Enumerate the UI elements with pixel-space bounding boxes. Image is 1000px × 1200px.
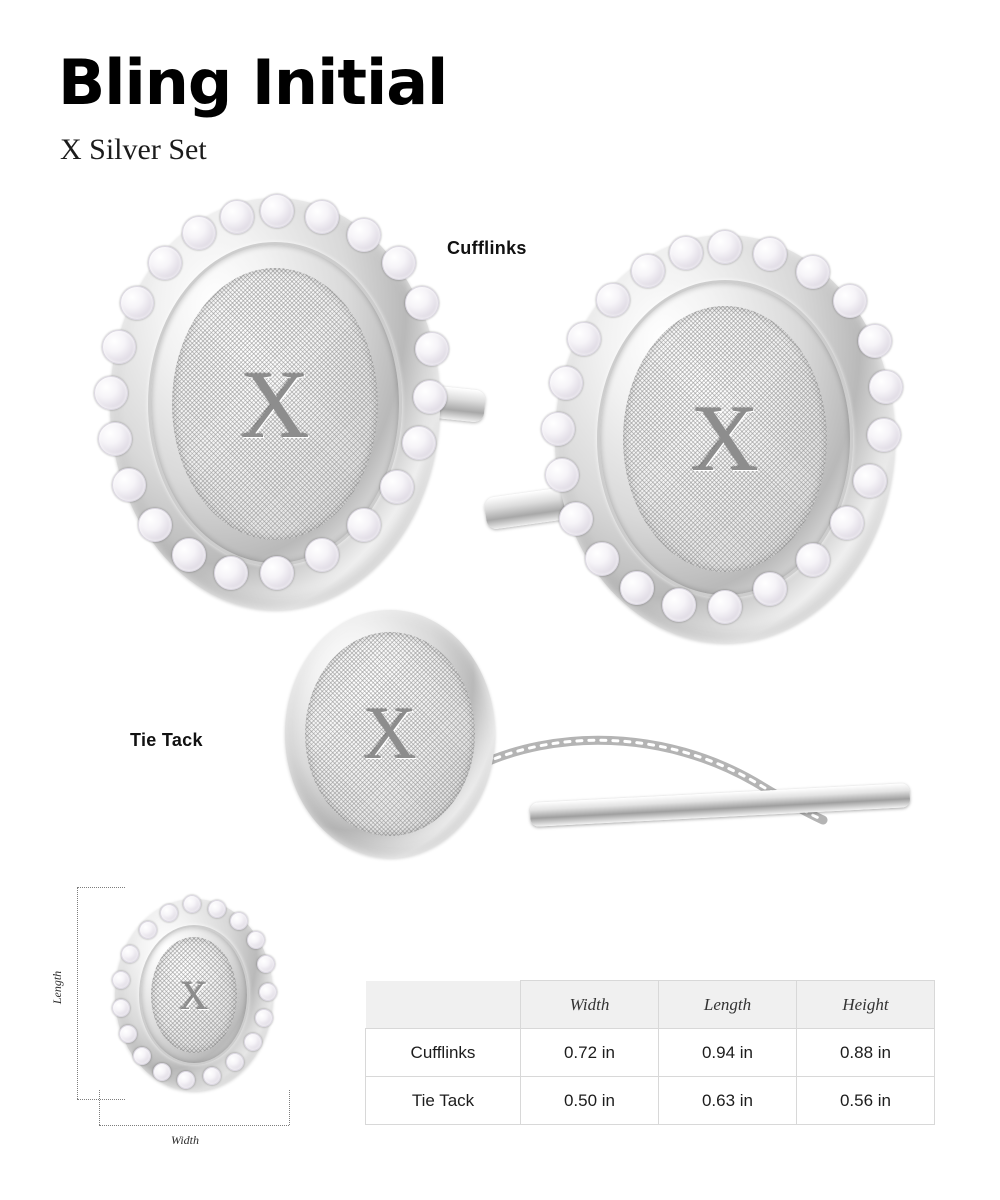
- table-cell-length: 0.94 in: [659, 1029, 797, 1077]
- crystal-stone: [305, 538, 339, 572]
- table-cell-length: 0.63 in: [659, 1077, 797, 1125]
- cufflink-left-initial: X: [240, 350, 310, 458]
- crystal-stone: [208, 900, 226, 918]
- crystal-stone: [858, 324, 892, 358]
- crystal-stone: [559, 502, 593, 536]
- crystal-stone: [226, 1053, 244, 1071]
- table-row: [366, 1077, 935, 1125]
- page-title: Bling Initial: [58, 46, 448, 119]
- crystal-stone: [260, 556, 294, 590]
- width-guide-right: [289, 1090, 290, 1125]
- crystal-stone: [545, 458, 579, 492]
- length-dimension-label: Length: [50, 970, 65, 1005]
- thumbnail-plate: [151, 937, 237, 1053]
- tie-tack-initial: X: [363, 692, 417, 775]
- cufflink-right-initial: X: [691, 387, 759, 491]
- table-cell-height: 0.56 in: [797, 1077, 935, 1125]
- crystal-stone: [260, 194, 294, 228]
- crystal-stone: [596, 283, 630, 317]
- crystal-stone: [305, 200, 339, 234]
- crystal-stone: [244, 1033, 262, 1051]
- length-guide-top: [77, 887, 125, 888]
- crystal-stone: [119, 1025, 137, 1043]
- table-row-name: Cufflinks: [366, 1029, 521, 1077]
- crystal-stone: [94, 376, 128, 410]
- crystal-stone: [620, 571, 654, 605]
- specifications-table: [365, 980, 935, 1125]
- cufflink-right-plate: [623, 306, 827, 572]
- crystal-stone: [183, 895, 201, 913]
- crystal-stone: [796, 255, 830, 289]
- crystal-stone: [853, 464, 887, 498]
- crystal-stone: [177, 1071, 195, 1089]
- crystal-stone: [382, 246, 416, 280]
- dimension-product-thumbnail: [109, 895, 279, 1095]
- crystal-stone: [160, 904, 178, 922]
- table-header-height: Height: [797, 981, 935, 1029]
- crystal-stone: [669, 236, 703, 270]
- crystal-stone: [120, 286, 154, 320]
- crystal-stone: [567, 322, 601, 356]
- table-cell-width: 0.72 in: [521, 1029, 659, 1077]
- tie-tack-plate: [305, 632, 475, 836]
- crystal-stone: [753, 237, 787, 271]
- thumbnail-initial: X: [179, 972, 209, 1018]
- crystal-stone: [121, 945, 139, 963]
- crystal-stone: [153, 1063, 171, 1081]
- crystal-stone: [413, 380, 447, 414]
- crystal-stone: [214, 556, 248, 590]
- crystal-stone: [230, 912, 248, 930]
- crystal-stone: [112, 468, 146, 502]
- crystal-stone: [203, 1067, 221, 1085]
- page-subtitle: X Silver Set: [60, 133, 207, 166]
- crystal-stone: [98, 422, 132, 456]
- width-guide-line: [99, 1125, 289, 1126]
- crystal-stone: [869, 370, 903, 404]
- table-header-corner: [366, 981, 521, 1029]
- crystal-stone: [257, 955, 275, 973]
- crystal-stone: [833, 284, 867, 318]
- crystal-stone: [347, 218, 381, 252]
- crystal-stone: [796, 543, 830, 577]
- crystal-stone: [585, 542, 619, 576]
- crystal-stone: [148, 246, 182, 280]
- width-guide-left: [99, 1090, 100, 1125]
- table-row: [366, 1029, 935, 1077]
- crystal-stone: [541, 412, 575, 446]
- crystal-stone: [380, 470, 414, 504]
- crystal-stone: [220, 200, 254, 234]
- crystal-stone: [347, 508, 381, 542]
- crystal-stone: [402, 426, 436, 460]
- cufflink-left-image: [100, 190, 460, 620]
- crystal-stone: [549, 366, 583, 400]
- length-guide-line: [77, 887, 78, 1099]
- crystal-stone: [415, 332, 449, 366]
- crystal-stone: [138, 508, 172, 542]
- crystal-stone: [172, 538, 206, 572]
- cufflink-right-image: [545, 230, 905, 650]
- crystal-stone: [255, 1009, 273, 1027]
- table-cell-width: 0.50 in: [521, 1077, 659, 1125]
- width-dimension-label: Width: [171, 1133, 200, 1147]
- table-header-width: Width: [521, 981, 659, 1029]
- length-guide-bottom: [77, 1099, 125, 1100]
- table-header-row: [366, 981, 935, 1029]
- crystal-stone: [259, 983, 277, 1001]
- dimension-diagram: [50, 885, 295, 1150]
- crystal-stone: [139, 921, 157, 939]
- crystal-stone: [867, 418, 901, 452]
- table-cell-height: 0.88 in: [797, 1029, 935, 1077]
- crystal-stone: [133, 1047, 151, 1065]
- crystal-stone: [112, 971, 130, 989]
- crystal-stone: [247, 931, 265, 949]
- crystal-stone: [631, 254, 665, 288]
- crystal-stone: [405, 286, 439, 320]
- cufflink-left-plate: [172, 268, 378, 540]
- tie-tack-image: [285, 610, 935, 860]
- cufflinks-label: Cufflinks: [447, 238, 527, 258]
- crystal-stone: [102, 330, 136, 364]
- tie-tack-label: Tie Tack: [130, 730, 203, 750]
- crystal-stone: [708, 230, 742, 264]
- table-row-name: Tie Tack: [366, 1077, 521, 1125]
- crystal-stone: [753, 572, 787, 606]
- crystal-stone: [112, 999, 130, 1017]
- table-header-length: Length: [659, 981, 797, 1029]
- crystal-stone: [182, 216, 216, 250]
- crystal-stone: [830, 506, 864, 540]
